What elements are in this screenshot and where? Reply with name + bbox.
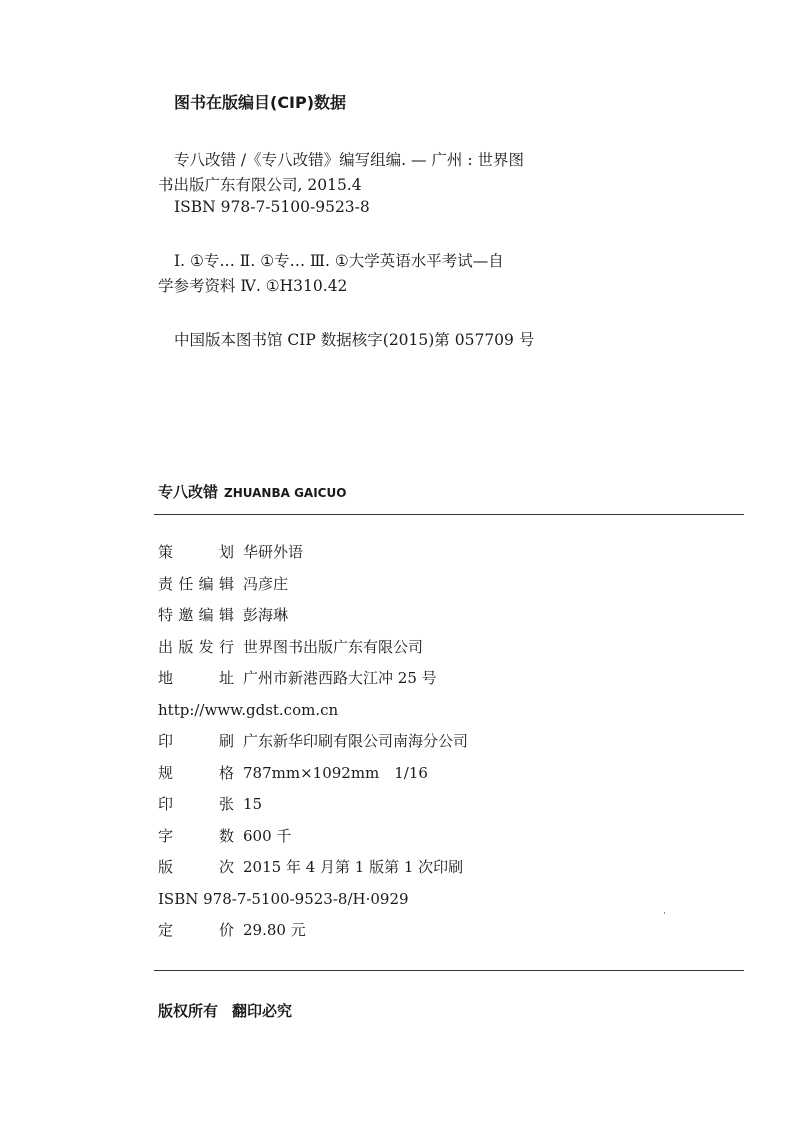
- detail-row: [158, 698, 338, 722]
- detail-label-char: 定: [158, 921, 174, 939]
- detail-value: 15: [243, 795, 263, 813]
- detail-label-char: 印: [158, 732, 174, 750]
- detail-label-char: 印: [158, 795, 174, 813]
- detail-label: [158, 540, 234, 564]
- copyright-reserved: 版权所有: [158, 1002, 219, 1020]
- detail-label-char: 价: [218, 921, 234, 939]
- detail-value: 世界图书出版广东有限公司: [243, 637, 424, 656]
- book-title-cn: 专八改错: [158, 483, 219, 501]
- detail-label-char: 出: [158, 637, 174, 656]
- detail-label-char: 辑: [218, 574, 234, 593]
- detail-label: [158, 855, 234, 879]
- book-title: [158, 481, 346, 502]
- detail-full-line: ISBN 978-7-5100-9523-8/H·0929: [158, 889, 409, 908]
- detail-label: [158, 792, 234, 816]
- detail-label: [158, 729, 234, 753]
- cip-record-number: 中国版本图书馆 CIP 数据核字(2015)第 057709 号: [174, 331, 535, 349]
- detail-value: 787mm×1092mm 1/16: [243, 763, 428, 782]
- detail-label: [158, 572, 234, 596]
- detail-label-char: 张: [218, 795, 234, 813]
- detail-label-char: 辑: [218, 606, 234, 624]
- detail-label-char: 邀: [178, 606, 194, 624]
- cip-line: 书出版广东有限公司, 2015.4: [158, 176, 362, 194]
- scan-speck: [664, 912, 665, 914]
- detail-label-char: 数: [218, 826, 234, 845]
- copyright-no-reprint: 翻印必究: [232, 1002, 293, 1020]
- detail-value: 29.80 元: [243, 921, 306, 939]
- detail-label-char: 版: [158, 858, 174, 876]
- cip-heading: 图书在版编目(CIP)数据: [174, 93, 347, 112]
- cip-isbn: ISBN 978-7-5100-9523-8: [174, 198, 370, 216]
- detail-label: [158, 635, 234, 659]
- detail-label: [158, 603, 234, 627]
- detail-label-char: 址: [218, 669, 234, 687]
- detail-label-char: 编: [198, 574, 214, 593]
- detail-label-char: 策: [158, 543, 174, 561]
- detail-label-char: 版: [178, 637, 194, 656]
- detail-row: [158, 887, 409, 911]
- detail-value: 2015 年 4 月第 1 版第 1 次印刷: [243, 858, 464, 876]
- detail-label-char: 行: [218, 637, 234, 656]
- cip-classification: Ⅰ. ①专… Ⅱ. ①专… Ⅲ. ①大学英语水平考试—自: [174, 252, 504, 270]
- book-title-latin: ZHUANBA GAICUO: [224, 486, 347, 500]
- detail-value: 华研外语: [243, 543, 304, 561]
- detail-label-char: 刷: [218, 732, 234, 750]
- detail-value: 广州市新港西路大江冲 25 号: [243, 669, 437, 687]
- detail-value: 广东新华印刷有限公司南海分公司: [243, 732, 469, 750]
- detail-label-char: 责: [158, 574, 174, 593]
- detail-label: [158, 824, 234, 848]
- detail-label: [158, 918, 234, 942]
- detail-value: 600 千: [243, 826, 292, 845]
- detail-label-char: 划: [218, 543, 234, 561]
- detail-label: [158, 666, 234, 690]
- detail-label-char: 编: [198, 606, 214, 624]
- detail-label-char: 次: [218, 858, 234, 876]
- cip-line: 专八改错 /《专八改错》编写组编. — 广州 : 世界图: [174, 151, 525, 169]
- detail-full-line: http://www.gdst.com.cn: [158, 700, 339, 719]
- detail-label-char: 发: [198, 637, 214, 656]
- detail-value: 冯彦庄: [243, 574, 289, 593]
- detail-label: [158, 761, 234, 785]
- detail-label-char: 任: [178, 574, 194, 593]
- detail-label-char: 规: [158, 763, 174, 782]
- detail-label-char: 地: [158, 669, 174, 687]
- cip-classification: 学参考资料 Ⅳ. ①H310.42: [158, 277, 348, 295]
- detail-value: 彭海琳: [243, 606, 289, 624]
- divider-top: [154, 514, 744, 515]
- detail-label-char: 字: [158, 826, 174, 845]
- divider-bottom: [154, 970, 744, 971]
- detail-label-char: 格: [218, 763, 234, 782]
- copyright-notice: [158, 1000, 292, 1021]
- detail-label-char: 特: [158, 606, 174, 624]
